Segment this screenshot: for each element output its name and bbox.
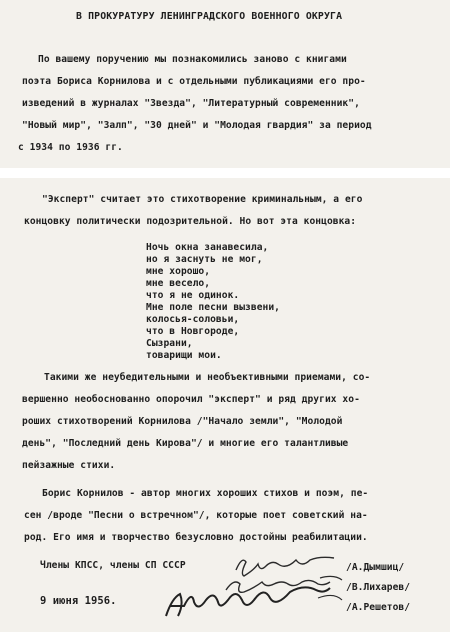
poem-line: мне весело, bbox=[146, 278, 211, 289]
conclusion-line: пейзажные стихи. bbox=[22, 460, 116, 471]
signature-likharev bbox=[226, 580, 330, 592]
page-gap bbox=[0, 168, 450, 178]
poem-line: колосья-соловьи, bbox=[146, 314, 240, 325]
poem-line: Сызрани, bbox=[146, 338, 193, 349]
conclusion-line: роших стихотворений Корнилова /"Начало земли", "Молодой bbox=[22, 416, 343, 427]
signatory-name: /А.Решетов/ bbox=[346, 602, 411, 613]
document-heading: В ПРОКУРАТУРУ ЛЕНИНГРАДСКОГО ВОЕННОГО ОКРУГА bbox=[76, 11, 343, 22]
poem-line: Мне поле песни вызвени, bbox=[146, 302, 280, 313]
poem-line: товарищи мои. bbox=[146, 350, 222, 361]
signatory-name: /В.Лихарев/ bbox=[346, 582, 411, 593]
poem-line: что я не одинок. bbox=[146, 290, 240, 301]
signature-membership: Члены КПСС, члены СП СССР bbox=[40, 560, 186, 571]
intro-line: "Новый мир", "Залп", "30 дней" и "Молодая гвардия" за период bbox=[22, 120, 372, 131]
conclusion-line: Такими же неубедительными и необъективными приемами, со- bbox=[44, 372, 371, 383]
document-date: 9 июня 1956. bbox=[40, 595, 117, 607]
intro-line: По вашему поручению мы познакомились заново с книгами bbox=[38, 54, 347, 65]
intro-line: с 1934 по 1936 гг. bbox=[18, 142, 123, 153]
signature-dymshits bbox=[236, 557, 334, 576]
poem-line: Ночь окна занавесила, bbox=[146, 242, 269, 253]
expert-line: "Эксперт" считает это стихотворение криминальным, а его bbox=[42, 194, 363, 205]
signatory-name: /А.Дымшиц/ bbox=[346, 562, 405, 573]
signature-reshetov bbox=[166, 587, 330, 616]
poem-line: но я заснуть не мог, bbox=[146, 254, 263, 265]
conclusion-line: день", "Последний день Кирова"/ и многие его талантливые bbox=[22, 438, 349, 449]
expert-line: концовку политически подозрительной. Но вот эта концовка: bbox=[24, 216, 357, 227]
page-fragment-top bbox=[0, 0, 450, 168]
intro-line: изведений в журналах "Звезда", "Литературный современник", bbox=[22, 98, 360, 109]
intro-line: поэта Бориса Корнилова и с отдельными публикациями его про- bbox=[22, 76, 366, 87]
rehab-line: сен /вроде "Песни о встречном"/, которые поет советский на- bbox=[24, 510, 368, 521]
poem-line: что в Новгороде, bbox=[146, 326, 240, 337]
rehab-line: Борис Корнилов - автор многих хороших стихов и поэм, пе- bbox=[42, 488, 369, 499]
conclusion-line: вершенно необоснованно опорочил "эксперт" и ряд других хо- bbox=[22, 394, 360, 405]
rehab-line: род. Его имя и творчество безусловно достойны реабилитации. bbox=[24, 532, 368, 543]
poem-line: мне хорошо, bbox=[146, 266, 211, 277]
page-fragment-bottom bbox=[0, 178, 450, 632]
